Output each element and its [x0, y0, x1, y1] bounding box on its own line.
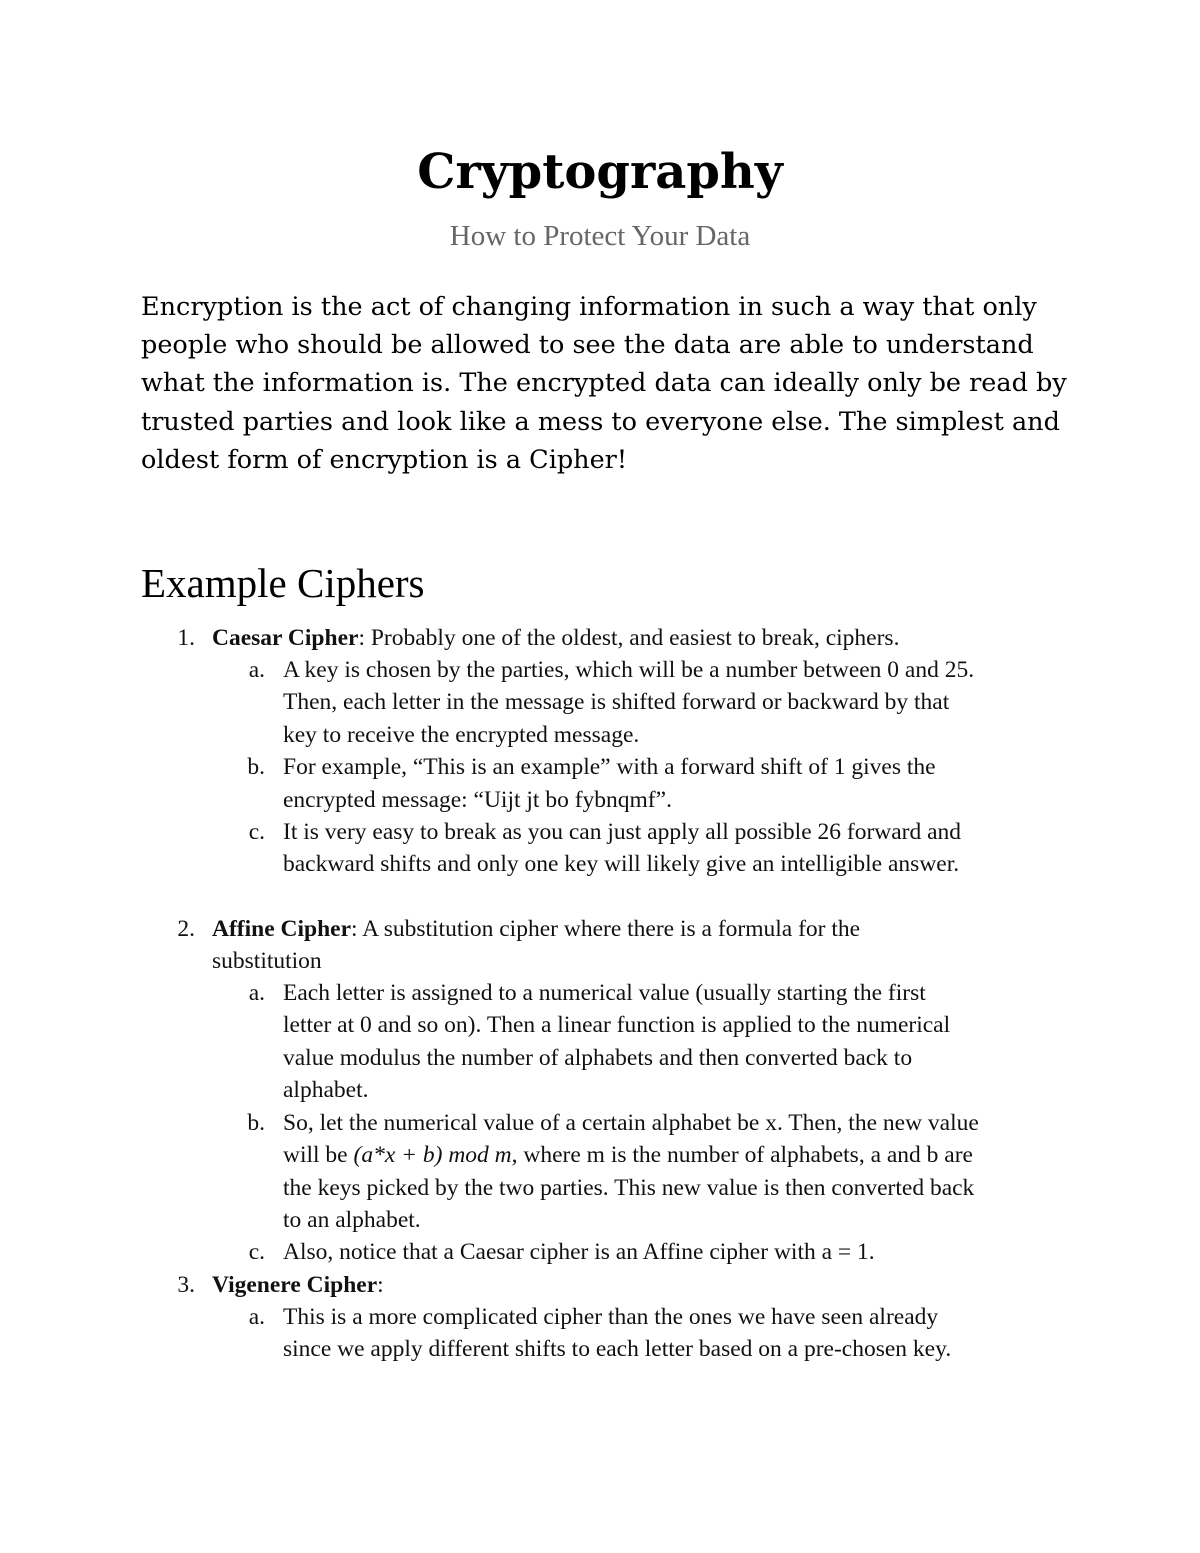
- sub-item-line: since we apply different shifts to each letter based on a pre-chosen key.: [283, 1336, 952, 1362]
- list-marker: 2.: [177, 916, 195, 942]
- sub-item-line: value modulus the number of alphabets and then converted back to: [283, 1045, 913, 1071]
- list-item-text: Caesar Cipher: Probably one of the oldest, and easiest to break, ciphers.: [212, 625, 900, 651]
- sub-marker: b.: [247, 1110, 265, 1136]
- list-marker: 3.: [177, 1272, 195, 1298]
- sub-marker: c.: [248, 1239, 265, 1265]
- intro-paragraph: Encryption is the act of changing information in such a way that only people who should be allowed to see the data are able to understand what the information is. The encrypted data can ideally only be read by trusted parties and look like a mess to everyone else. The simplest and oldest form of encryption is a Cipher!: [141, 292, 1067, 475]
- section-heading: Example Ciphers: [141, 560, 425, 606]
- sub-item-line: This is a more complicated cipher than the ones we have seen already: [283, 1304, 939, 1330]
- sub-item-line: Then, each letter in the message is shifted forward or backward by that: [283, 689, 950, 715]
- sub-item-line: will be (a*x + b) mod m, where m is the number of alphabets, a and b are: [283, 1142, 973, 1168]
- sub-item-line: encrypted message: “Uijt jt bo fybnqmf”.: [283, 787, 672, 813]
- list-item-text-cont: substitution: [212, 948, 322, 974]
- cipher-name: Affine Cipher: [212, 916, 352, 942]
- list-item-text: Affine Cipher: A substitution cipher where there is a formula for the: [212, 916, 861, 942]
- sub-item-line: backward shifts and only one key will likely give an intelligible answer.: [283, 851, 960, 877]
- sub-item-line: For example, “This is an example” with a forward shift of 1 gives the: [283, 754, 936, 780]
- sub-marker: b.: [247, 754, 265, 780]
- sub-item-line: Each letter is assigned to a numerical value (usually starting the first: [283, 980, 926, 1006]
- sub-marker: c.: [248, 819, 265, 845]
- list-marker: 1.: [177, 625, 195, 651]
- formula: (a*x + b) mod m: [353, 1142, 512, 1168]
- sub-item-line: A key is chosen by the parties, which will be a number between 0 and 25.: [283, 657, 975, 683]
- sub-marker: a.: [248, 1304, 265, 1330]
- sub-item-line: So, let the numerical value of a certain alphabet be x. Then, the new value: [283, 1110, 979, 1136]
- doc-title: Cryptography: [417, 144, 783, 200]
- cipher-name: Caesar Cipher: [212, 625, 359, 651]
- sub-item-line: It is very easy to break as you can just apply all possible 26 forward and: [283, 819, 962, 845]
- sub-item-line: the keys picked by the two parties. This new value is then converted back: [283, 1175, 975, 1201]
- list-item-text: Vigenere Cipher:: [212, 1272, 384, 1298]
- sub-marker: a.: [248, 980, 265, 1006]
- sub-item-line: alphabet.: [283, 1077, 369, 1103]
- cipher-name: Vigenere Cipher: [212, 1272, 378, 1298]
- doc-subtitle: How to Protect Your Data: [449, 220, 751, 252]
- sub-marker: a.: [248, 657, 265, 683]
- sub-item-line: key to receive the encrypted message.: [283, 722, 640, 748]
- sub-item-line: letter at 0 and so on). Then a linear function is applied to the numerical: [283, 1012, 951, 1038]
- sub-item-line: Also, notice that a Caesar cipher is an Affine cipher with a = 1.: [283, 1239, 875, 1265]
- sub-item-line: to an alphabet.: [283, 1207, 421, 1233]
